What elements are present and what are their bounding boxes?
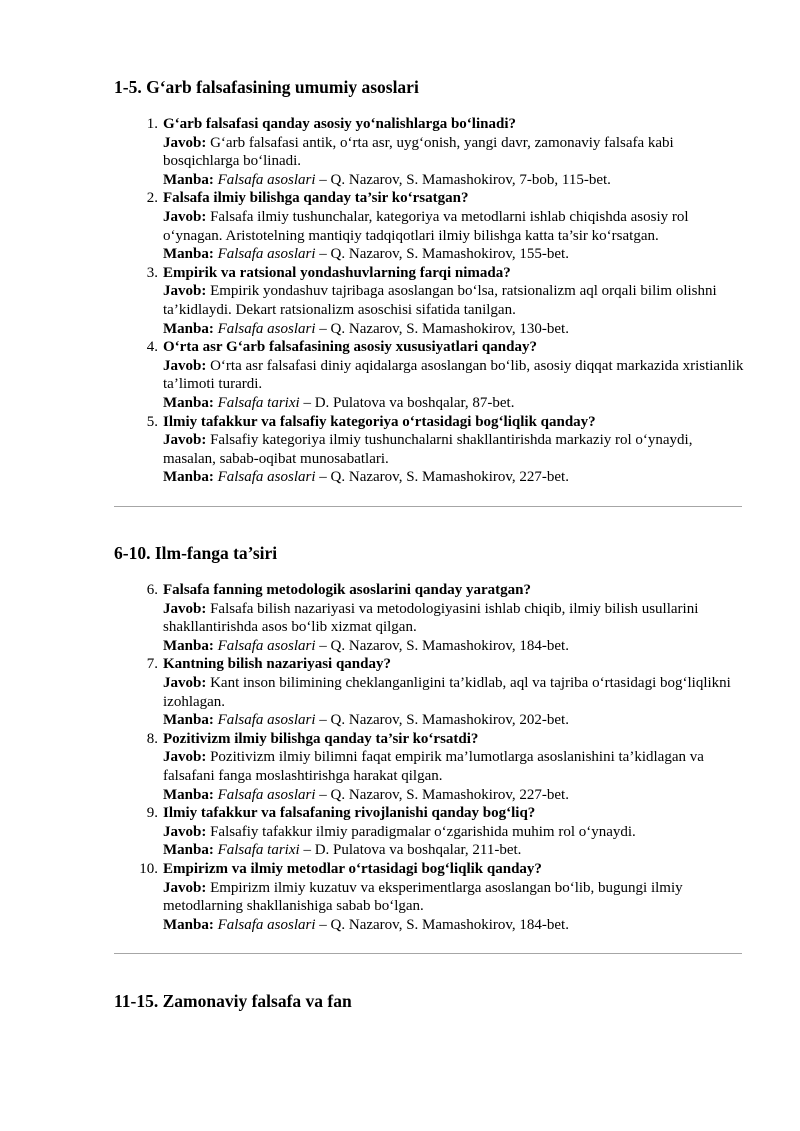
list-item bbox=[114, 730, 744, 804]
question-text: Empirizm va ilmiy metodlar o‘rtasidagi bog‘liqlik qanday? bbox=[163, 860, 542, 877]
source-line bbox=[163, 394, 744, 413]
source-title: Falsafa asoslari bbox=[217, 712, 316, 729]
list-item bbox=[114, 413, 744, 487]
item-number: 1. bbox=[146, 116, 158, 132]
answer-line bbox=[163, 823, 744, 842]
answer-text: Falsafiy tafakkur ilmiy paradigmalar o‘zgarishida muhim rol o‘ynaydi. bbox=[210, 823, 636, 840]
list-item bbox=[114, 655, 744, 729]
answer-label: Javob: bbox=[163, 432, 207, 449]
answer-text: Empirizm ilmiy kuzatuv va eksperimentlarga asoslangan bo‘lib, bugungi ilmiy metodlarning shakllanishiga sabab bo‘lgan. bbox=[163, 879, 683, 915]
item-number: 9. bbox=[146, 805, 158, 822]
source-line bbox=[163, 786, 744, 805]
section-3 bbox=[114, 990, 744, 1012]
answer-text: Kant inson bilimining cheklanganligini ta’kidlab, aql va tajriba o‘rtasidagi bog‘liqlikni izohlagan. bbox=[163, 674, 731, 710]
item-number: 2. bbox=[146, 190, 158, 207]
question-text: Ilmiy tafakkur va falsafiy kategoriya o‘rtasidagi bog‘liqlik qanday? bbox=[163, 413, 596, 430]
answer-label: Javob: bbox=[163, 600, 207, 617]
answer-text: G‘arb falsafasi antik, o‘rta asr, uyg‘onish, yangi davr, zamonaviy falsafa kabi bosqichlarga bo‘linadi. bbox=[163, 134, 674, 170]
list-item bbox=[114, 860, 744, 934]
source-title: Falsafa asoslari bbox=[217, 469, 316, 486]
answer-text: Empirik yondashuv tajribaga asoslangan bo‘lsa, ratsionalizm aql orqali bilim olishni ta’kidlaydi. Dekart ratsionalizm asoschisi sifatida tanilgan. bbox=[163, 283, 717, 318]
source-label: Manba: bbox=[163, 842, 214, 859]
section-title: 11-15. Zamonaviy falsafa va fan bbox=[114, 991, 352, 1011]
question-text: Pozitivizm ilmiy bilishga qanday ta’sir ko‘rsatdi? bbox=[163, 730, 479, 747]
source-label: Manba: bbox=[163, 786, 214, 803]
answer-line bbox=[163, 600, 744, 637]
question-list bbox=[114, 581, 744, 934]
question-text: Empirik va ratsional yondashuvlarning farqi nimada? bbox=[163, 264, 511, 281]
source-title: Falsafa asoslari bbox=[217, 637, 316, 654]
answer-label: Javob: bbox=[163, 134, 207, 151]
answer-label: Javob: bbox=[163, 283, 207, 300]
source-line bbox=[163, 468, 744, 487]
source-title: Falsafa asoslari bbox=[217, 786, 316, 803]
source-title: Falsafa asoslari bbox=[217, 171, 316, 188]
source-details: – Q. Nazarov, S. Mamashokirov, 184-bet. bbox=[315, 637, 569, 654]
list-item bbox=[114, 338, 744, 412]
source-details: – Q. Nazarov, S. Mamashokirov, 7-bob, 115-bet. bbox=[315, 171, 611, 188]
question-text: G‘arb falsafasi qanday asosiy yo‘nalishlarga bo‘linadi? bbox=[163, 116, 516, 132]
source-details: – Q. Nazarov, S. Mamashokirov, 130-bet. bbox=[315, 320, 569, 337]
list-item bbox=[114, 804, 744, 860]
source-line bbox=[163, 711, 744, 730]
source-line bbox=[163, 637, 744, 656]
answer-line bbox=[163, 431, 744, 468]
source-label: Manba: bbox=[163, 916, 214, 933]
answer-label: Javob: bbox=[163, 357, 207, 374]
item-number: 3. bbox=[146, 264, 158, 281]
answer-text: O‘rta asr falsafasi diniy aqidalarga asoslangan bo‘lib, asosiy diqqat markazida xristianlik ta’limoti turardi. bbox=[163, 357, 744, 393]
source-details: – D. Pulatova va boshqalar, 211-bet. bbox=[299, 842, 522, 859]
source-line bbox=[163, 320, 744, 339]
list-item bbox=[114, 581, 744, 655]
source-label: Manba: bbox=[163, 171, 214, 188]
question-text: Falsafa fanning metodologik asoslarini qanday yaratgan? bbox=[163, 582, 531, 598]
item-number: 10. bbox=[139, 860, 158, 877]
list-item bbox=[114, 189, 744, 263]
answer-line bbox=[163, 357, 744, 394]
answer-label: Javob: bbox=[163, 208, 207, 225]
answer-line bbox=[163, 879, 744, 916]
answer-text: Falsafa ilmiy tushunchalar, kategoriya va metodlarni ishlab chiqishda asosiy rol o‘ynagan. Aristotelning mantiqiy tadqiqotlari ilmiy bilishga katta ta’sir ko‘rsatgan. bbox=[163, 208, 689, 244]
source-title: Falsafa asoslari bbox=[217, 916, 316, 933]
answer-line bbox=[163, 748, 744, 785]
item-number: 8. bbox=[146, 730, 158, 747]
section-divider bbox=[114, 506, 742, 507]
list-item bbox=[114, 264, 744, 338]
source-line bbox=[163, 245, 744, 264]
item-number: 4. bbox=[146, 339, 158, 356]
question-text: Kantning bilish nazariyasi qanday? bbox=[163, 656, 391, 673]
item-number: 7. bbox=[146, 656, 158, 673]
source-details: – Q. Nazarov, S. Mamashokirov, 227-bet. bbox=[315, 786, 569, 803]
question-list bbox=[114, 115, 744, 487]
answer-label: Javob: bbox=[163, 879, 207, 896]
section-2 bbox=[114, 542, 744, 934]
item-number: 6. bbox=[146, 582, 158, 598]
source-line bbox=[163, 171, 744, 190]
section-divider bbox=[114, 953, 742, 954]
source-title: Falsafa tarixi bbox=[217, 842, 300, 859]
source-label: Manba: bbox=[163, 320, 214, 337]
answer-label: Javob: bbox=[163, 823, 207, 840]
answer-line bbox=[163, 134, 744, 171]
source-label: Manba: bbox=[163, 246, 214, 263]
source-line bbox=[163, 916, 744, 935]
answer-label: Javob: bbox=[163, 674, 207, 691]
source-label: Manba: bbox=[163, 637, 214, 654]
section-1 bbox=[114, 76, 744, 487]
source-label: Manba: bbox=[163, 712, 214, 729]
answer-line bbox=[163, 674, 744, 711]
source-title: Falsafa asoslari bbox=[217, 246, 316, 263]
question-text: O‘rta asr G‘arb falsafasining asosiy xususiyatlari qanday? bbox=[163, 339, 537, 356]
answer-text: Falsafiy kategoriya ilmiy tushunchalarni shakllantirishda markaziy rol o‘ynaydi, masalan, sabab-oqibat munosabatlari. bbox=[163, 432, 693, 467]
answer-line bbox=[163, 282, 744, 319]
list-item bbox=[114, 115, 744, 189]
question-text: Ilmiy tafakkur va falsafaning rivojlanishi qanday bog‘liq? bbox=[163, 805, 536, 822]
question-text: Falsafa ilmiy bilishga qanday ta’sir ko‘rsatgan? bbox=[163, 190, 469, 207]
section-title: 6-10. Ilm-fanga ta’siri bbox=[114, 543, 278, 563]
source-details: – Q. Nazarov, S. Mamashokirov, 202-bet. bbox=[315, 712, 569, 729]
answer-text: Falsafa bilish nazariyasi va metodologiyasini ishlab chiqib, ilmiy bilish usullarini shakllantirishda asos bo‘lib xizmat qilgan. bbox=[163, 600, 699, 636]
source-title: Falsafa tarixi bbox=[217, 394, 300, 411]
source-label: Manba: bbox=[163, 469, 214, 486]
source-title: Falsafa asoslari bbox=[217, 320, 316, 337]
item-number: 5. bbox=[146, 413, 158, 430]
answer-text: Pozitivizm ilmiy bilimni faqat empirik ma’lumotlarga asoslanishini ta’kidlagan va falsafani fanga moslashtirishga harakat qilgan. bbox=[163, 749, 704, 784]
source-line bbox=[163, 841, 744, 860]
source-details: – Q. Nazarov, S. Mamashokirov, 227-bet. bbox=[315, 469, 569, 486]
source-details: – Q. Nazarov, S. Mamashokirov, 184-bet. bbox=[315, 916, 569, 933]
source-details: – Q. Nazarov, S. Mamashokirov, 155-bet. bbox=[315, 246, 569, 263]
answer-line bbox=[163, 208, 744, 245]
source-details: – D. Pulatova va boshqalar, 87-bet. bbox=[299, 394, 515, 411]
section-title: 1-5. G‘arb falsafasining umumiy asoslari bbox=[114, 77, 419, 97]
source-label: Manba: bbox=[163, 394, 214, 411]
answer-label: Javob: bbox=[163, 749, 207, 766]
